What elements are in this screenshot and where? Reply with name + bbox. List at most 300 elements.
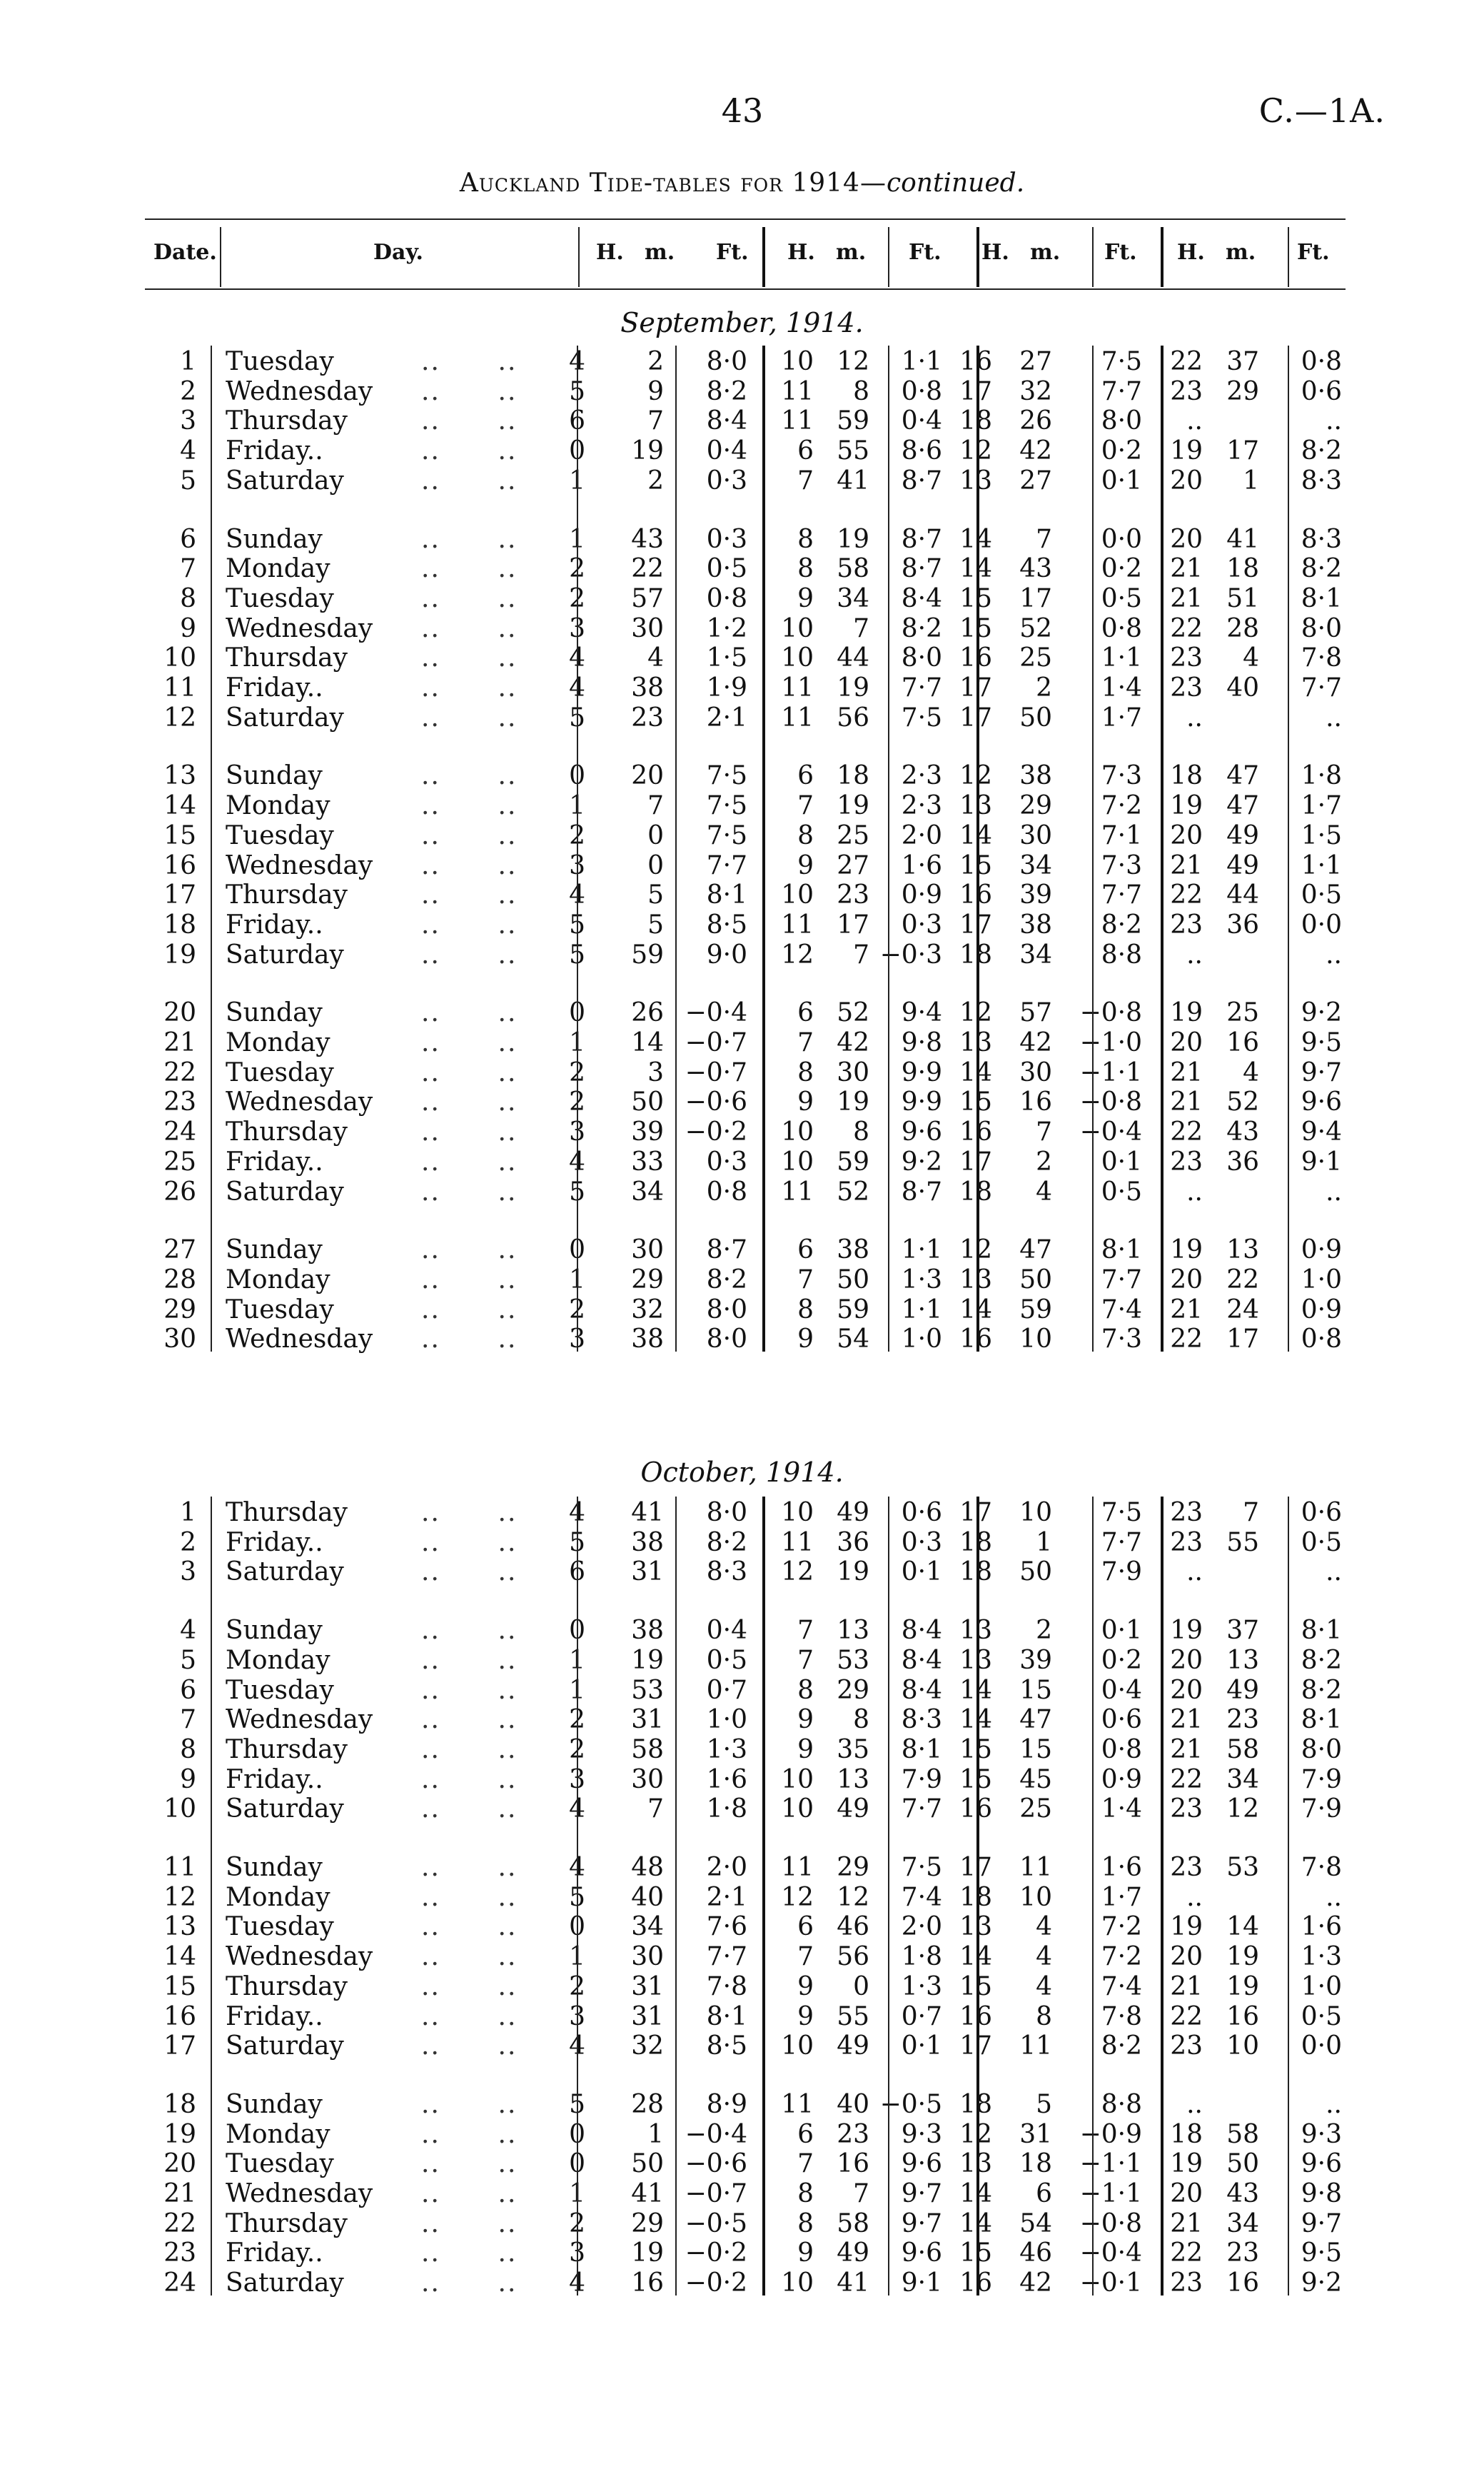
cell-m1: 33 [631, 1147, 664, 1177]
cell-m1: 7 [647, 406, 664, 436]
cell-ft2: 0·4 [901, 406, 942, 436]
cell-h2: 10 [781, 2268, 814, 2298]
cell-h1: 3 [569, 850, 585, 880]
cell-h1: 5 [569, 703, 585, 733]
cell-m3: 42 [1019, 1028, 1052, 1057]
leader-dots: .. .. [421, 1616, 518, 1646]
month-title: September, 1914. [620, 307, 864, 338]
cell-h4: .. [1186, 703, 1203, 733]
cell-date: 1 [180, 347, 196, 376]
leader-dots: .. .. [421, 1705, 518, 1735]
cell-m4: 50 [1226, 2149, 1259, 2179]
cell-m3: 2 [1036, 673, 1052, 703]
cell-h4: 20 [1170, 820, 1203, 850]
cell-day: Sunday [226, 998, 323, 1028]
table-row [0, 2031, 1484, 2061]
column-rule [762, 346, 765, 1352]
cell-h2: 6 [797, 436, 814, 466]
cell-ft3: 8·2 [1101, 2031, 1142, 2061]
cell-ft1: 0·5 [706, 554, 747, 584]
cell-date: 21 [163, 2179, 196, 2208]
leader-dots: .. .. [421, 2208, 518, 2238]
cell-date: 11 [163, 673, 196, 703]
cell-h4: 21 [1170, 1734, 1203, 1764]
column-rule [1161, 1497, 1164, 2296]
cell-h3: 12 [959, 2119, 992, 2149]
cell-date: 29 [163, 1294, 196, 1324]
table-row [0, 2268, 1484, 2298]
column-rule [888, 346, 889, 1352]
header-column-rule [976, 227, 979, 287]
cell-ft2: 7·4 [901, 1882, 942, 1912]
cell-ft1: 8·2 [706, 1527, 747, 1557]
leader-dots: .. .. [421, 1498, 518, 1527]
cell-h4: 18 [1170, 761, 1203, 791]
cell-m4: 58 [1226, 2119, 1259, 2149]
cell-ft1: 7·6 [706, 1912, 747, 1942]
cell-h2: 11 [781, 1853, 814, 1882]
leader-dots: .. .. [421, 2119, 518, 2149]
cell-ft1: 2·0 [706, 1853, 747, 1882]
cell-m2: 46 [837, 1912, 869, 1942]
cell-h4: 18 [1170, 2119, 1203, 2149]
cell-h3: 12 [959, 761, 992, 791]
cell-ft1: −0·6 [685, 2149, 747, 2179]
cell-ft3: 7·5 [1101, 347, 1142, 376]
cell-ft4: 0·0 [1301, 2031, 1342, 2061]
cell-ft4: 8·2 [1301, 1675, 1342, 1705]
leader-dots: .. .. [421, 1057, 518, 1087]
cell-ft2: 9·8 [901, 1028, 942, 1057]
cell-ft2: 8·7 [901, 554, 942, 584]
cell-h1: 4 [569, 347, 585, 376]
cell-h4: 22 [1170, 1117, 1203, 1147]
cell-date: 16 [163, 850, 196, 880]
cell-m1: 1 [647, 2119, 664, 2149]
cell-h4: 21 [1170, 1057, 1203, 1087]
cell-ft1: −0·4 [685, 998, 747, 1028]
cell-day: Saturday [226, 1794, 344, 1824]
cell-h3: 14 [959, 2208, 992, 2238]
cell-h1: 1 [569, 1942, 585, 1972]
cell-day: Wednesday [226, 850, 373, 880]
cell-h3: 16 [959, 643, 992, 673]
cell-date: 4 [180, 1616, 196, 1646]
cell-ft1: 0·5 [706, 1645, 747, 1675]
cell-day: Thursday [226, 1498, 348, 1527]
cell-ft4: .. [1326, 1557, 1342, 1587]
cell-date: 23 [163, 2238, 196, 2268]
cell-h3: 13 [959, 1616, 992, 1646]
cell-ft3: 7·4 [1101, 1294, 1142, 1324]
header-m-4: m. [1226, 240, 1256, 265]
leader-dots: .. .. [421, 2031, 518, 2061]
header-m-3: m. [1030, 240, 1061, 265]
cell-h2: 8 [797, 1057, 814, 1087]
cell-h2: 7 [797, 1616, 814, 1646]
cell-m4: 13 [1226, 1235, 1259, 1265]
cell-day: Wednesday [226, 1942, 373, 1972]
cell-m1: 34 [631, 1912, 664, 1942]
cell-ft4: 8·0 [1301, 1734, 1342, 1764]
cell-ft3: 0·1 [1101, 466, 1142, 496]
cell-m1: 0 [647, 850, 664, 880]
cell-ft4: 8·3 [1301, 524, 1342, 554]
header-top-rule [145, 218, 1346, 220]
cell-ft3: 0·8 [1101, 613, 1142, 643]
cell-ft2: 9·6 [901, 1117, 942, 1147]
cell-day: Saturday [226, 1177, 344, 1207]
cell-ft2: 8·4 [901, 583, 942, 613]
cell-h3: 16 [959, 880, 992, 910]
cell-ft2: 2·3 [901, 791, 942, 821]
cell-ft3: −0·9 [1079, 2119, 1142, 2149]
cell-h4: 19 [1170, 1912, 1203, 1942]
cell-h3: 17 [959, 1498, 992, 1527]
cell-ft3: 7·7 [1101, 880, 1142, 910]
cell-m4: 19 [1226, 1971, 1259, 2001]
header-day: Day. [373, 240, 423, 265]
cell-m3: 27 [1019, 466, 1052, 496]
table-row [0, 910, 1484, 940]
leader-dots: .. .. [421, 643, 518, 673]
cell-m1: 41 [631, 1498, 664, 1527]
cell-ft1: 9·0 [706, 940, 747, 970]
cell-h3: 15 [959, 1764, 992, 1794]
cell-m3: 42 [1019, 436, 1052, 466]
table-row [0, 1942, 1484, 1972]
cell-m4: 18 [1226, 554, 1259, 584]
cell-h4: 22 [1170, 613, 1203, 643]
cell-ft1: −0·4 [685, 2119, 747, 2149]
leader-dots: .. .. [421, 1794, 518, 1824]
column-rule [1288, 1497, 1289, 2296]
cell-ft1: 0·8 [706, 583, 747, 613]
table-row [0, 1087, 1484, 1117]
cell-day: Tuesday [226, 820, 334, 850]
cell-ft4: .. [1326, 940, 1342, 970]
cell-h4: 23 [1170, 1853, 1203, 1882]
cell-h1: 2 [569, 1971, 585, 2001]
cell-h2: 6 [797, 1235, 814, 1265]
cell-day: Friday.. [226, 1527, 323, 1557]
cell-h1: 4 [569, 1498, 585, 1527]
cell-m1: 30 [631, 1764, 664, 1794]
cell-m2: 19 [837, 791, 869, 821]
cell-m2: 8 [853, 1705, 869, 1735]
column-rule [577, 346, 578, 1352]
cell-m3: 39 [1019, 880, 1052, 910]
cell-m1: 3 [647, 1057, 664, 1087]
cell-ft3: −1·1 [1079, 2149, 1142, 2179]
cell-h3: 17 [959, 703, 992, 733]
table-row [0, 880, 1484, 910]
header-ft-2: Ft. [909, 240, 942, 265]
cell-m1: 38 [631, 673, 664, 703]
cell-h1: 0 [569, 2119, 585, 2149]
cell-ft3: 8·0 [1101, 406, 1142, 436]
cell-m1: 0 [647, 820, 664, 850]
cell-h3: 16 [959, 1794, 992, 1824]
cell-ft2: 2·0 [901, 820, 942, 850]
cell-ft2: 0·6 [901, 1498, 942, 1527]
cell-ft2: 9·6 [901, 2149, 942, 2179]
cell-ft3: 0·2 [1101, 554, 1142, 584]
cell-h1: 1 [569, 524, 585, 554]
cell-ft1: 0·8 [706, 1177, 747, 1207]
cell-h4: 20 [1170, 1645, 1203, 1675]
cell-ft2: 2·0 [901, 1912, 942, 1942]
leader-dots: .. .. [421, 1882, 518, 1912]
cell-date: 17 [163, 880, 196, 910]
cell-m4: 43 [1226, 1117, 1259, 1147]
cell-h3: 16 [959, 2268, 992, 2298]
cell-ft4: 9·4 [1301, 1117, 1342, 1147]
cell-m2: 49 [837, 1498, 869, 1527]
cell-ft1: 2·1 [706, 703, 747, 733]
cell-day: Monday [226, 554, 330, 584]
cell-ft4: 1·8 [1301, 761, 1342, 791]
cell-ft2: 1·8 [901, 1942, 942, 1972]
cell-day: Thursday [226, 1117, 348, 1147]
cell-h2: 10 [781, 1498, 814, 1527]
leader-dots: .. .. [421, 703, 518, 733]
cell-ft2: 8·7 [901, 466, 942, 496]
leader-dots: .. .. [421, 1294, 518, 1324]
cell-h4: .. [1186, 1882, 1203, 1912]
cell-h3: 15 [959, 850, 992, 880]
cell-m1: 26 [631, 998, 664, 1028]
cell-day: Wednesday [226, 613, 373, 643]
cell-h2: 7 [797, 2149, 814, 2179]
cell-m1: 31 [631, 1557, 664, 1587]
cell-m3: 50 [1019, 1557, 1052, 1587]
table-row [0, 2120, 1484, 2150]
cell-h3: 17 [959, 1853, 992, 1882]
cell-m3: 38 [1019, 761, 1052, 791]
cell-m2: 8 [853, 376, 869, 406]
leader-dots: .. .. [421, 1264, 518, 1294]
cell-h3: 13 [959, 791, 992, 821]
cell-ft2: −0·5 [879, 2089, 942, 2119]
cell-h3: 12 [959, 436, 992, 466]
leader-dots: .. .. [421, 2179, 518, 2208]
table-row [0, 821, 1484, 851]
cell-ft1: 2·1 [706, 1882, 747, 1912]
cell-m3: 18 [1019, 2149, 1052, 2179]
cell-ft3: 1·7 [1101, 703, 1142, 733]
cell-h4: 21 [1170, 1294, 1203, 1324]
cell-m1: 23 [631, 703, 664, 733]
cell-ft3: 0·9 [1101, 1764, 1142, 1794]
cell-date: 17 [163, 2031, 196, 2061]
cell-ft2: 0·7 [901, 2001, 942, 2031]
cell-ft1: 7·8 [706, 1971, 747, 2001]
cell-h4: .. [1186, 1557, 1203, 1587]
cell-h1: 4 [569, 1853, 585, 1882]
cell-m1: 31 [631, 2001, 664, 2031]
cell-date: 15 [163, 1971, 196, 2001]
cell-m2: 18 [837, 761, 869, 791]
leader-dots: .. .. [421, 436, 518, 466]
cell-day: Monday [226, 1645, 330, 1675]
cell-date: 13 [163, 1912, 196, 1942]
cell-ft4: 9·7 [1301, 1057, 1342, 1087]
cell-h4: 23 [1170, 376, 1203, 406]
cell-ft2: 8·4 [901, 1645, 942, 1675]
table-row [0, 998, 1484, 1028]
cell-h3: 14 [959, 1057, 992, 1087]
cell-m2: 17 [837, 910, 869, 940]
leader-dots: .. .. [421, 1324, 518, 1354]
cell-ft1: 0·4 [706, 1616, 747, 1646]
table-row [0, 2149, 1484, 2179]
cell-day: Sunday [226, 1235, 323, 1265]
cell-ft3: 7·7 [1101, 1264, 1142, 1294]
cell-date: 21 [163, 1028, 196, 1057]
cell-ft4: 9·5 [1301, 2238, 1342, 2268]
cell-m2: 13 [837, 1616, 869, 1646]
cell-day: Tuesday [226, 1675, 334, 1705]
cell-h4: 22 [1170, 2001, 1203, 2031]
cell-m3: 26 [1019, 406, 1052, 436]
leader-dots: .. .. [421, 761, 518, 791]
cell-ft2: 0·3 [901, 910, 942, 940]
cell-ft4: 0·8 [1301, 347, 1342, 376]
cell-h3: 13 [959, 1028, 992, 1057]
cell-m2: 23 [837, 880, 869, 910]
cell-m3: 8 [1036, 2001, 1052, 2031]
cell-m2: 52 [837, 1177, 869, 1207]
cell-h2: 9 [797, 850, 814, 880]
table-row [0, 1295, 1484, 1325]
cell-m2: 36 [837, 1527, 869, 1557]
cell-day: Thursday [226, 1734, 348, 1764]
cell-day: Saturday [226, 2031, 344, 2061]
cell-day: Thursday [226, 1971, 348, 2001]
cell-m1: 39 [631, 1117, 664, 1147]
leader-dots: .. .. [421, 2149, 518, 2179]
cell-h1: 4 [569, 2031, 585, 2061]
cell-m2: 42 [837, 1028, 869, 1057]
cell-m3: 52 [1019, 613, 1052, 643]
cell-h2: 8 [797, 2208, 814, 2238]
cell-ft4: 9·7 [1301, 2208, 1342, 2238]
cell-date: 5 [180, 466, 196, 496]
leader-dots: .. .. [421, 2001, 518, 2031]
cell-date: 9 [180, 1764, 196, 1794]
cell-m1: 31 [631, 1971, 664, 2001]
cell-h1: 6 [569, 406, 585, 436]
cell-ft1: 1·9 [706, 673, 747, 703]
cell-h3: 13 [959, 1645, 992, 1675]
page-number: 43 [721, 91, 764, 130]
cell-ft2: 0·1 [901, 2031, 942, 2061]
table-row [0, 940, 1484, 970]
cell-m2: 41 [837, 466, 869, 496]
cell-m1: 41 [631, 2179, 664, 2208]
cell-m1: 38 [631, 1324, 664, 1354]
cell-ft1: −0·2 [685, 2268, 747, 2298]
cell-h1: 1 [569, 2179, 585, 2208]
cell-ft3: 8·1 [1101, 1235, 1142, 1265]
cell-h3: 13 [959, 2149, 992, 2179]
cell-m4: 22 [1226, 1264, 1259, 1294]
cell-m2: 35 [837, 1734, 869, 1764]
leader-dots: .. .. [421, 791, 518, 821]
leader-dots: .. .. [421, 1853, 518, 1882]
cell-date: 24 [163, 2268, 196, 2298]
cell-m1: 19 [631, 436, 664, 466]
table-row [0, 1177, 1484, 1207]
cell-ft2: 7·7 [901, 673, 942, 703]
cell-m4: 34 [1226, 2208, 1259, 2238]
table-header [145, 223, 1346, 291]
cell-h3: 15 [959, 613, 992, 643]
cell-ft1: 1·5 [706, 643, 747, 673]
cell-h4: 21 [1170, 554, 1203, 584]
cell-m3: 16 [1019, 1087, 1052, 1117]
cell-date: 9 [180, 613, 196, 643]
cell-m3: 10 [1019, 1498, 1052, 1527]
table-row [0, 1528, 1484, 1558]
document-code: C.—1A. [1258, 91, 1385, 130]
cell-m1: 53 [631, 1675, 664, 1705]
cell-day: Wednesday [226, 1087, 373, 1117]
cell-day: Monday [226, 1028, 330, 1057]
cell-h4: 23 [1170, 1527, 1203, 1557]
cell-m4: 28 [1226, 613, 1259, 643]
cell-date: 22 [163, 1057, 196, 1087]
cell-ft3: 0·6 [1101, 1705, 1142, 1735]
cell-h2: 9 [797, 1734, 814, 1764]
leader-dots: .. .. [421, 820, 518, 850]
cell-ft1: 1·0 [706, 1705, 747, 1735]
cell-ft3: 0·1 [1101, 1147, 1142, 1177]
table-row [0, 851, 1484, 881]
cell-h4: 23 [1170, 1794, 1203, 1824]
cell-date: 15 [163, 820, 196, 850]
cell-ft3: −0·4 [1079, 2238, 1142, 2268]
cell-m1: 43 [631, 524, 664, 554]
leader-dots: .. .. [421, 347, 518, 376]
cell-m4: 24 [1226, 1294, 1259, 1324]
cell-m3: 4 [1036, 1971, 1052, 2001]
cell-h2: 9 [797, 2238, 814, 2268]
cell-day: Tuesday [226, 583, 334, 613]
cell-m1: 5 [647, 910, 664, 940]
cell-date: 3 [180, 1557, 196, 1587]
cell-day: Saturday [226, 1557, 344, 1587]
cell-h4: 23 [1170, 673, 1203, 703]
cell-ft1: 8·5 [706, 2031, 747, 2061]
cell-h1: 5 [569, 1177, 585, 1207]
cell-day: Saturday [226, 940, 344, 970]
column-rule [577, 1497, 578, 2296]
cell-m4: 49 [1226, 1675, 1259, 1705]
cell-h2: 10 [781, 2031, 814, 2061]
cell-m3: 34 [1019, 850, 1052, 880]
cell-h3: 17 [959, 1147, 992, 1177]
cell-day: Thursday [226, 880, 348, 910]
cell-h4: 20 [1170, 1675, 1203, 1705]
header-m-1: m. [645, 240, 675, 265]
leader-dots: .. .. [421, 1087, 518, 1117]
leader-dots: .. .. [421, 406, 518, 436]
cell-m3: 25 [1019, 1794, 1052, 1824]
cell-ft2: 7·7 [901, 1794, 942, 1824]
leader-dots: .. .. [421, 1527, 518, 1557]
